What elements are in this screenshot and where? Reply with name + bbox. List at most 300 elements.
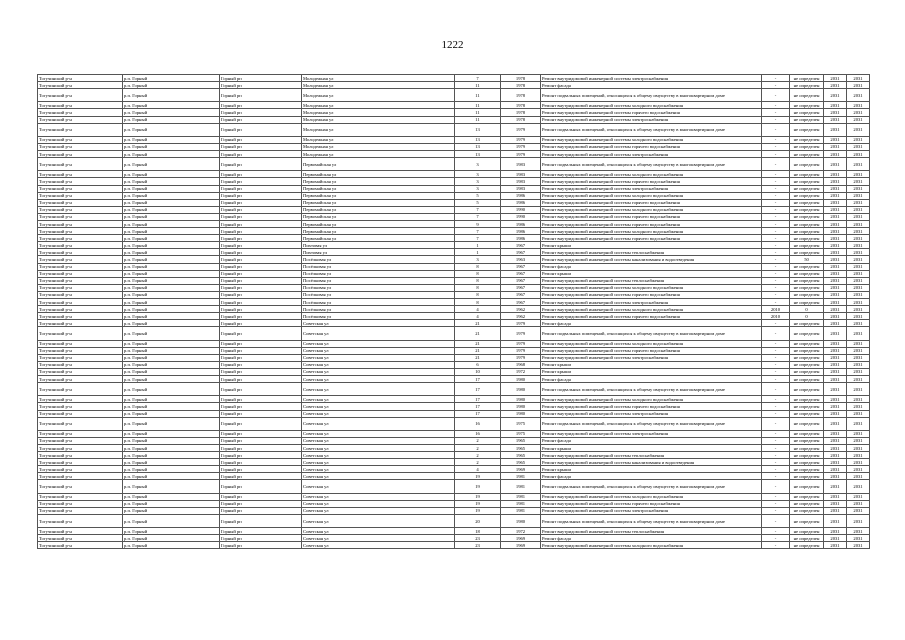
year-from-cell: 2031 — [824, 206, 847, 213]
year-from-cell: 2031 — [824, 213, 847, 220]
municipality-cell: Горный рп — [220, 452, 302, 459]
district-cell: Тогучинский р-н — [38, 171, 123, 178]
year-from-cell: 2031 — [824, 493, 847, 500]
year-cell: 1968 — [501, 361, 541, 368]
value1-cell: - — [762, 228, 790, 235]
value1-cell: - — [762, 220, 790, 227]
year-cell: 1981 — [501, 493, 541, 500]
value2-cell: не определен — [790, 437, 824, 444]
year-to-cell: 2031 — [847, 291, 870, 298]
value2-cell: не определен — [790, 206, 824, 213]
year-to-cell: 2031 — [847, 466, 870, 473]
street-cell: Советская ул — [302, 410, 455, 417]
settlement-cell: р.п. Горный — [123, 340, 220, 347]
street-cell: Молодежная ул — [302, 102, 455, 109]
value2-cell: не определен — [790, 396, 824, 403]
municipality-cell: Горный рп — [220, 75, 302, 82]
street-cell: Пихтовая ул — [302, 249, 455, 256]
year-to-cell: 2031 — [847, 123, 870, 136]
house-cell: 7 — [455, 206, 501, 213]
table-row — [38, 493, 870, 500]
district-cell: Тогучинский р-н — [38, 235, 123, 242]
year-cell: 1963 — [501, 256, 541, 263]
settlement-cell: р.п. Горный — [123, 396, 220, 403]
year-from-cell: 2031 — [824, 466, 847, 473]
settlement-cell: р.п. Горный — [123, 347, 220, 354]
year-cell: 1978 — [501, 82, 541, 89]
value1-cell: - — [762, 284, 790, 291]
table-row — [38, 206, 870, 213]
year-from-cell: 2031 — [824, 277, 847, 284]
district-cell: Тогучинский р-н — [38, 535, 123, 542]
year-to-cell: 2031 — [847, 437, 870, 444]
work-type-cell: Ремонт внутридомовой инженерной системы горячего водоснабжения — [541, 500, 762, 507]
year-to-cell: 2031 — [847, 158, 870, 171]
settlement-cell: р.п. Горный — [123, 542, 220, 549]
house-cell: 17 — [455, 396, 501, 403]
district-cell: Тогучинский р-н — [38, 116, 123, 123]
value2-cell: не определен — [790, 514, 824, 527]
work-type-cell: Ремонт внутридомовой инженерной системы канализования и водоотведения — [541, 459, 762, 466]
year-cell: 1972 — [501, 368, 541, 375]
table-row — [38, 528, 870, 535]
municipality-cell: Горный рп — [220, 109, 302, 116]
municipality-cell: Горный рп — [220, 507, 302, 514]
district-cell: Тогучинский р-н — [38, 354, 123, 361]
year-from-cell: 2031 — [824, 417, 847, 430]
street-cell: Молодежная ул — [302, 143, 455, 150]
settlement-cell: р.п. Горный — [123, 480, 220, 493]
year-cell: 1986 — [501, 220, 541, 227]
street-cell: Посёлковая ул — [302, 299, 455, 306]
street-cell: Советская ул — [302, 493, 455, 500]
house-cell: 13 — [455, 136, 501, 143]
value2-cell: не определен — [790, 493, 824, 500]
settlement-cell: р.п. Горный — [123, 299, 220, 306]
district-cell: Тогучинский р-н — [38, 89, 123, 102]
table-row — [38, 256, 870, 263]
year-cell: 1967 — [501, 242, 541, 249]
year-to-cell: 2031 — [847, 320, 870, 327]
year-to-cell: 2031 — [847, 213, 870, 220]
municipality-cell: Горный рп — [220, 480, 302, 493]
year-to-cell: 2031 — [847, 507, 870, 514]
municipality-cell: Горный рп — [220, 403, 302, 410]
settlement-cell: р.п. Горный — [123, 507, 220, 514]
settlement-cell: р.п. Горный — [123, 242, 220, 249]
year-from-cell: 2031 — [824, 396, 847, 403]
work-type-cell: Ремонт фасада — [541, 473, 762, 480]
value2-cell: не определен — [790, 340, 824, 347]
municipality-cell: Горный рп — [220, 270, 302, 277]
year-from-cell: 2031 — [824, 361, 847, 368]
work-type-cell: Ремонт фасада — [541, 535, 762, 542]
house-cell: 17 — [455, 410, 501, 417]
capital-repair-table — [37, 74, 870, 549]
municipality-cell: Горный рп — [220, 459, 302, 466]
street-cell: Советская ул — [302, 452, 455, 459]
house-cell: 9 — [455, 220, 501, 227]
work-type-cell: Ремонт внутридомовой инженерной системы канализования и водоотведения — [541, 256, 762, 263]
value1-cell: - — [762, 206, 790, 213]
district-cell: Тогучинский р-н — [38, 528, 123, 535]
value2-cell: 50 — [790, 256, 824, 263]
street-cell: Посёлковая ул — [302, 263, 455, 270]
settlement-cell: р.п. Горный — [123, 192, 220, 199]
settlement-cell: р.п. Горный — [123, 199, 220, 206]
district-cell: Тогучинский р-н — [38, 192, 123, 199]
municipality-cell: Горный рп — [220, 368, 302, 375]
municipality-cell: Горный рп — [220, 263, 302, 270]
settlement-cell: р.п. Горный — [123, 417, 220, 430]
year-from-cell: 2031 — [824, 528, 847, 535]
district-cell: Тогучинский р-н — [38, 123, 123, 136]
table-row — [38, 347, 870, 354]
work-type-cell: Ремонт внутридомовой инженерной системы электроснабжения — [541, 151, 762, 158]
work-type-cell: Ремонт внутридомовой инженерной системы холодного водоснабжения — [541, 340, 762, 347]
house-cell: 13 — [455, 123, 501, 136]
district-cell: Тогучинский р-н — [38, 514, 123, 527]
year-cell: 1969 — [501, 466, 541, 473]
district-cell: Тогучинский р-н — [38, 270, 123, 277]
year-to-cell: 2031 — [847, 542, 870, 549]
municipality-cell: Горный рп — [220, 178, 302, 185]
year-from-cell: 2031 — [824, 235, 847, 242]
value2-cell: не определен — [790, 116, 824, 123]
table-row — [38, 368, 870, 375]
street-cell: Молодежная ул — [302, 151, 455, 158]
district-cell: Тогучинский р-н — [38, 151, 123, 158]
value2-cell: 0 — [790, 306, 824, 313]
municipality-cell: Горный рп — [220, 528, 302, 535]
district-cell: Тогучинский р-н — [38, 444, 123, 451]
work-type-cell: Ремонт внутридомовой инженерной системы холодного водоснабжения — [541, 542, 762, 549]
year-from-cell: 2031 — [824, 383, 847, 396]
year-cell: 1983 — [501, 171, 541, 178]
street-cell: Молодежная ул — [302, 109, 455, 116]
street-cell: Советская ул — [302, 383, 455, 396]
value2-cell: не определен — [790, 473, 824, 480]
street-cell: Посёлковая ул — [302, 284, 455, 291]
settlement-cell: р.п. Горный — [123, 284, 220, 291]
value2-cell: не определен — [790, 361, 824, 368]
year-from-cell: 2031 — [824, 228, 847, 235]
street-cell: Молодежная ул — [302, 89, 455, 102]
year-from-cell: 2031 — [824, 444, 847, 451]
year-to-cell: 2031 — [847, 89, 870, 102]
district-cell: Тогучинский р-н — [38, 340, 123, 347]
work-type-cell: Ремонт внутридомовой инженерной системы теплоснабжения — [541, 452, 762, 459]
street-cell: Посёлковая ул — [302, 256, 455, 263]
municipality-cell: Горный рп — [220, 284, 302, 291]
municipality-cell: Горный рп — [220, 535, 302, 542]
value2-cell: не определен — [790, 320, 824, 327]
year-to-cell: 2031 — [847, 452, 870, 459]
house-cell: 6 — [455, 361, 501, 368]
value2-cell: не определен — [790, 136, 824, 143]
value1-cell: - — [762, 480, 790, 493]
year-to-cell: 2031 — [847, 263, 870, 270]
municipality-cell: Горный рп — [220, 277, 302, 284]
street-cell: Первомайская ул — [302, 178, 455, 185]
street-cell: Молодежная ул — [302, 116, 455, 123]
year-cell: 1983 — [501, 158, 541, 171]
house-cell: 3 — [455, 158, 501, 171]
value2-cell: не определен — [790, 417, 824, 430]
house-cell: 11 — [455, 102, 501, 109]
table-row — [38, 361, 870, 368]
house-cell: 23 — [455, 542, 501, 549]
year-from-cell: 2031 — [824, 507, 847, 514]
year-to-cell: 2031 — [847, 528, 870, 535]
year-cell: 1975 — [501, 430, 541, 437]
table-row — [38, 228, 870, 235]
year-from-cell: 2031 — [824, 340, 847, 347]
value2-cell: не определен — [790, 263, 824, 270]
value2-cell: не определен — [790, 143, 824, 150]
value2-cell: не определен — [790, 228, 824, 235]
table-row — [38, 116, 870, 123]
year-cell: 1980 — [501, 410, 541, 417]
street-cell: Советская ул — [302, 535, 455, 542]
street-cell: Первомайская ул — [302, 235, 455, 242]
municipality-cell: Горный рп — [220, 116, 302, 123]
settlement-cell: р.п. Горный — [123, 376, 220, 383]
year-from-cell: 2031 — [824, 284, 847, 291]
settlement-cell: р.п. Горный — [123, 327, 220, 340]
value2-cell: не определен — [790, 459, 824, 466]
street-cell: Первомайская ул — [302, 171, 455, 178]
district-cell: Тогучинский р-н — [38, 109, 123, 116]
table-row — [38, 320, 870, 327]
value1-cell: - — [762, 270, 790, 277]
value1-cell: - — [762, 459, 790, 466]
street-cell: Советская ул — [302, 320, 455, 327]
work-type-cell: Ремонт внутридомовой инженерной системы электроснабжения — [541, 354, 762, 361]
house-cell: 8 — [455, 291, 501, 298]
value1-cell: - — [762, 493, 790, 500]
settlement-cell: р.п. Горный — [123, 213, 220, 220]
value1-cell: - — [762, 383, 790, 396]
settlement-cell: р.п. Горный — [123, 102, 220, 109]
district-cell: Тогучинский р-н — [38, 220, 123, 227]
municipality-cell: Горный рп — [220, 430, 302, 437]
value1-cell: - — [762, 151, 790, 158]
house-cell: 8 — [455, 299, 501, 306]
work-type-cell: Ремонт внутридомовой инженерной системы горячего водоснабжения — [541, 178, 762, 185]
house-cell: 7 — [455, 75, 501, 82]
house-cell: 3 — [455, 185, 501, 192]
table-row — [38, 82, 870, 89]
year-cell: 1990 — [501, 206, 541, 213]
year-to-cell: 2031 — [847, 493, 870, 500]
municipality-cell: Горный рп — [220, 383, 302, 396]
municipality-cell: Горный рп — [220, 256, 302, 263]
house-cell: 21 — [455, 340, 501, 347]
table-row — [38, 327, 870, 340]
year-to-cell: 2031 — [847, 220, 870, 227]
value1-cell: - — [762, 437, 790, 444]
municipality-cell: Горный рп — [220, 340, 302, 347]
settlement-cell: р.п. Горный — [123, 514, 220, 527]
year-from-cell: 2031 — [824, 220, 847, 227]
table-row — [38, 535, 870, 542]
year-cell: 1965 — [501, 444, 541, 451]
municipality-cell: Горный рп — [220, 291, 302, 298]
table-row — [38, 383, 870, 396]
house-cell: 17 — [455, 383, 501, 396]
value2-cell: не определен — [790, 347, 824, 354]
municipality-cell: Горный рп — [220, 473, 302, 480]
district-cell: Тогучинский р-н — [38, 452, 123, 459]
table-row — [38, 277, 870, 284]
table-row — [38, 109, 870, 116]
year-to-cell: 2031 — [847, 376, 870, 383]
municipality-cell: Горный рп — [220, 306, 302, 313]
year-from-cell: 2031 — [824, 82, 847, 89]
year-cell: 1967 — [501, 299, 541, 306]
table-row — [38, 480, 870, 493]
district-cell: Тогучинский р-н — [38, 263, 123, 270]
street-cell: Молодежная ул — [302, 75, 455, 82]
house-cell: 21 — [455, 320, 501, 327]
year-from-cell: 2031 — [824, 151, 847, 158]
district-cell: Тогучинский р-н — [38, 158, 123, 171]
district-cell: Тогучинский р-н — [38, 291, 123, 298]
house-cell: 21 — [455, 327, 501, 340]
table-row — [38, 178, 870, 185]
work-type-cell: Ремонт внутридомовой инженерной системы горячего водоснабжения — [541, 313, 762, 320]
work-type-cell: Ремонт внутридомовой инженерной системы холодного водоснабжения — [541, 284, 762, 291]
year-to-cell: 2031 — [847, 514, 870, 527]
municipality-cell: Горный рп — [220, 242, 302, 249]
street-cell: Советская ул — [302, 473, 455, 480]
work-type-cell: Ремонт подвальных помещений, относящихся к общему имуществу в многоквартирном доме — [541, 383, 762, 396]
settlement-cell: р.п. Горный — [123, 185, 220, 192]
municipality-cell: Горный рп — [220, 354, 302, 361]
district-cell: Тогучинский р-н — [38, 213, 123, 220]
year-from-cell: 2031 — [824, 430, 847, 437]
value2-cell: не определен — [790, 403, 824, 410]
year-cell: 1967 — [501, 284, 541, 291]
year-from-cell: 2031 — [824, 437, 847, 444]
work-type-cell: Ремонт внутридомовой инженерной системы электроснабжения — [541, 185, 762, 192]
street-cell: Советская ул — [302, 403, 455, 410]
value1-cell: - — [762, 514, 790, 527]
year-from-cell: 2031 — [824, 123, 847, 136]
year-cell: 1981 — [501, 507, 541, 514]
house-cell: 21 — [455, 354, 501, 361]
year-to-cell: 2031 — [847, 249, 870, 256]
year-from-cell: 2031 — [824, 480, 847, 493]
value1-cell: 2010 — [762, 313, 790, 320]
value2-cell: не определен — [790, 284, 824, 291]
year-from-cell: 2031 — [824, 473, 847, 480]
year-from-cell: 2031 — [824, 542, 847, 549]
settlement-cell: р.п. Горный — [123, 473, 220, 480]
district-cell: Тогучинский р-н — [38, 437, 123, 444]
settlement-cell: р.п. Горный — [123, 206, 220, 213]
value2-cell: не определен — [790, 123, 824, 136]
house-cell: 11 — [455, 82, 501, 89]
table-row — [38, 396, 870, 403]
year-to-cell: 2031 — [847, 403, 870, 410]
street-cell: Посёлковая ул — [302, 270, 455, 277]
work-type-cell: Ремонт внутридомовой инженерной системы холодного водоснабжения — [541, 396, 762, 403]
value1-cell: - — [762, 327, 790, 340]
value2-cell: не определен — [790, 235, 824, 242]
work-type-cell: Ремонт крыши — [541, 242, 762, 249]
table-row — [38, 199, 870, 206]
year-from-cell: 2031 — [824, 306, 847, 313]
value1-cell: - — [762, 192, 790, 199]
settlement-cell: р.п. Горный — [123, 270, 220, 277]
work-type-cell: Ремонт подвальных помещений, относящихся к общему имуществу в многоквартирном доме — [541, 327, 762, 340]
street-cell: Первомайская ул — [302, 206, 455, 213]
year-from-cell: 2031 — [824, 185, 847, 192]
year-to-cell: 2031 — [847, 242, 870, 249]
value2-cell: не определен — [790, 171, 824, 178]
year-from-cell: 2031 — [824, 89, 847, 102]
district-cell: Тогучинский р-н — [38, 75, 123, 82]
settlement-cell: р.п. Горный — [123, 116, 220, 123]
settlement-cell: р.п. Горный — [123, 109, 220, 116]
work-type-cell: Ремонт внутридомовой инженерной системы горячего водоснабжения — [541, 235, 762, 242]
year-to-cell: 2031 — [847, 235, 870, 242]
municipality-cell: Горный рп — [220, 235, 302, 242]
value1-cell: - — [762, 403, 790, 410]
year-to-cell: 2031 — [847, 178, 870, 185]
district-cell: Тогучинский р-н — [38, 480, 123, 493]
year-to-cell: 2031 — [847, 256, 870, 263]
year-cell: 1978 — [501, 89, 541, 102]
work-type-cell: Ремонт внутридомовой инженерной системы горячего водоснабжения — [541, 403, 762, 410]
year-from-cell: 2031 — [824, 242, 847, 249]
settlement-cell: р.п. Горный — [123, 277, 220, 284]
settlement-cell: р.п. Горный — [123, 136, 220, 143]
street-cell: Советская ул — [302, 354, 455, 361]
value1-cell: - — [762, 354, 790, 361]
district-cell: Тогучинский р-н — [38, 102, 123, 109]
table-row — [38, 313, 870, 320]
district-cell: Тогучинский р-н — [38, 410, 123, 417]
value1-cell: - — [762, 89, 790, 102]
work-type-cell: Ремонт внутридомовой инженерной системы горячего водоснабжения — [541, 347, 762, 354]
value1-cell: - — [762, 171, 790, 178]
table-row — [38, 410, 870, 417]
table-row — [38, 473, 870, 480]
settlement-cell: р.п. Горный — [123, 228, 220, 235]
house-cell: 1 — [455, 242, 501, 249]
district-cell: Тогучинский р-н — [38, 376, 123, 383]
table-row — [38, 376, 870, 383]
year-to-cell: 2031 — [847, 102, 870, 109]
year-to-cell: 2031 — [847, 354, 870, 361]
settlement-cell: р.п. Горный — [123, 459, 220, 466]
district-cell: Тогучинский р-н — [38, 299, 123, 306]
district-cell: Тогучинский р-н — [38, 396, 123, 403]
year-to-cell: 2031 — [847, 459, 870, 466]
district-cell: Тогучинский р-н — [38, 507, 123, 514]
value1-cell: - — [762, 82, 790, 89]
municipality-cell: Горный рп — [220, 213, 302, 220]
year-to-cell: 2031 — [847, 185, 870, 192]
work-type-cell: Ремонт внутридомовой инженерной системы электроснабжения — [541, 410, 762, 417]
table-row — [38, 403, 870, 410]
year-to-cell: 2031 — [847, 82, 870, 89]
work-type-cell: Ремонт внутридомовой инженерной системы холодного водоснабжения — [541, 102, 762, 109]
year-from-cell: 2031 — [824, 376, 847, 383]
